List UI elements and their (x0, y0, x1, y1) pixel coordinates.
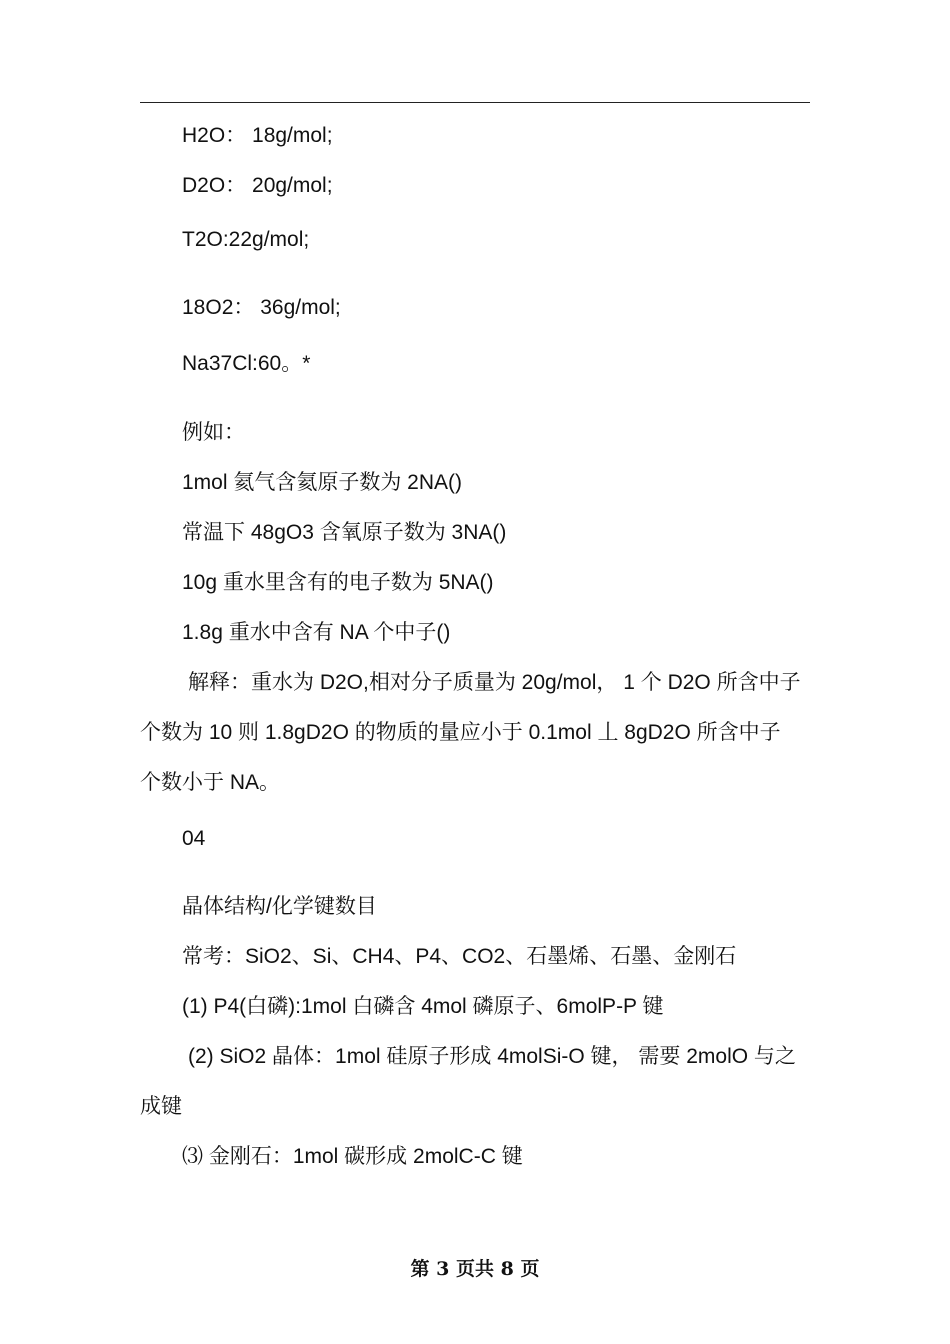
text-line-d2o: D2O： 20g/mol; (182, 174, 333, 197)
text-line-example-4: 1.8g 重水中含有 NA 个中子() (182, 621, 451, 644)
text-line-h2o: H2O： 18g/mol; (182, 124, 333, 147)
text-line-18o2: 18O2： 36g/mol; (182, 296, 341, 319)
text-line-item-1: (1) P4(白磷):1mol 白磷含 4mol 磷原子、6molP-P 键 (182, 995, 664, 1018)
text-line-example-1: 1mol 氦气含氦原子数为 2NA() (182, 471, 463, 494)
text-line-example-3: 10g 重水里含有的电子数为 5NA() (182, 571, 494, 594)
text-line-na37cl: Na37Cl:60。* (182, 352, 311, 375)
text-line-item-2-cont: 成键 (140, 1095, 182, 1118)
page-footer: 第 3 页共 8 页 (410, 1258, 540, 1280)
text-line-explanation-1: 解释：重水为 D2O,相对分子质量为 20g/mol， 1 个 D2O 所含中子 (188, 671, 801, 694)
text-line-explanation-2: 个数为 10 则 1.8gD2O 的物质的量应小于 0.1mol 丄 8gD2O 所含中子 (140, 721, 781, 744)
section-number: 04 (182, 827, 206, 850)
text-line-t2o: T2O:22g/mol; (182, 228, 310, 251)
text-line-item-2: (2) SiO2 晶体：1mol 硅原子形成 4molSi-O 键， 需要 2molO 与之 (188, 1045, 796, 1068)
header-rule (140, 102, 810, 103)
text-line-common: 常考：SiO2、Si、CH4、P4、CO2、石墨烯、石墨、金刚石 (182, 945, 737, 968)
text-line-explanation-3: 个数小于 NA。 (140, 771, 281, 794)
text-line-example-2: 常温下 48gO3 含氧原子数为 3NA() (182, 521, 507, 544)
text-line-example-heading: 例如： (182, 421, 245, 444)
section-title: 晶体结构/化学键数目 (182, 895, 377, 918)
text-line-item-3: ⑶ 金刚石：1mol 碳形成 2molC-C 键 (182, 1145, 523, 1168)
